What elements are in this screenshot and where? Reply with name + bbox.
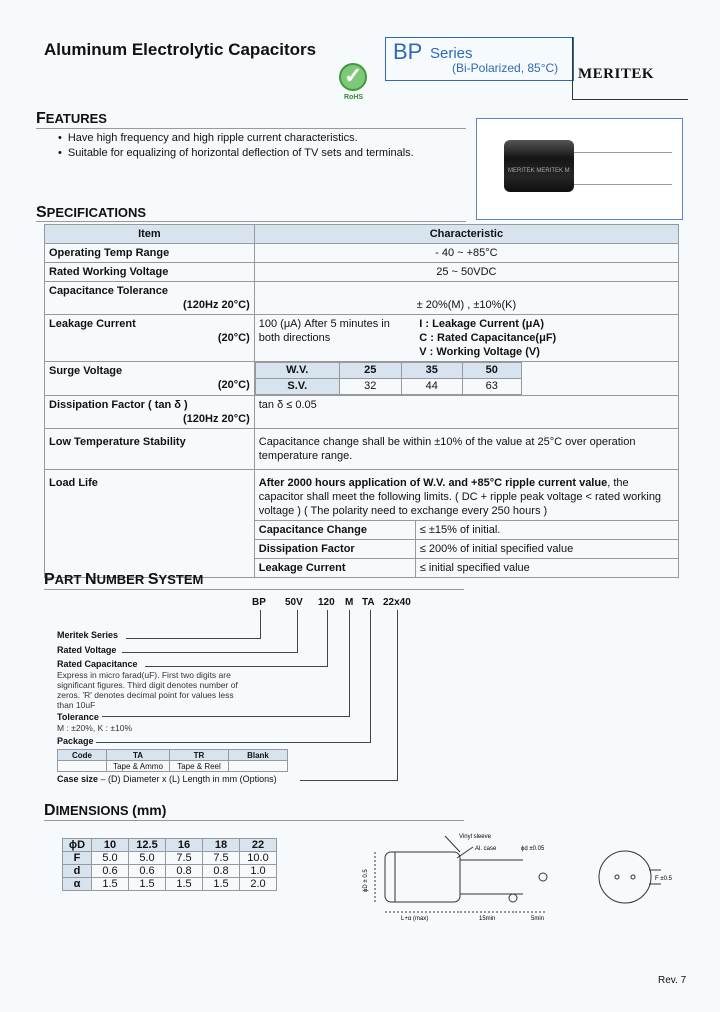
dim-cell: 1.0 [240,865,277,878]
lead-hole [631,875,635,879]
pkg-cell: Tape & Ammo [107,761,170,772]
pkg-cell: Blank [229,750,288,761]
wv-cell: 25 [339,363,401,379]
table-row [63,865,277,878]
specifications-table [44,224,679,578]
specifications-heading: SPECIFICATIONS [36,204,147,221]
table-header-row [45,225,679,244]
pn-code-voltage: 50V [285,597,303,608]
table-row [58,761,288,772]
features-heading: FEATURES [36,110,107,127]
sv-cell: 32 [339,379,401,395]
note-line: than 10uF [57,700,96,710]
brand-divider [572,37,573,99]
leader-line [445,836,460,852]
dim-header-cell: 12.5 [129,839,166,852]
leakage-text: Leakage Current [49,318,136,330]
leakage-label [45,315,255,362]
surge-sv-row [255,379,521,395]
dim-cell: 0.8 [166,865,203,878]
pkg-cell [229,761,288,772]
dimensions-rule [44,820,464,821]
brand-underline [572,99,688,100]
surge-wv-row [255,363,521,379]
pn-tol-note: M : ±20%, K : ±10% [57,723,132,733]
lts-label: Low Temperature Stability [45,429,255,470]
table-row [45,282,679,315]
lts-value: Capacitance change shall be within ±10% of the value at 25°C over operation temperature range. [254,429,678,470]
load-life-label: Load Life [45,470,255,578]
cap-tolerance-cond: (120Hz 20°C) [182,299,250,311]
surge-label [45,362,255,396]
temp-value: - 40 ~ +85°C [254,244,678,263]
wv-cell: 35 [401,363,462,379]
dim-cell: 0.8 [203,865,240,878]
pkg-cell: TA [107,750,170,761]
note-line: Express in micro farad(uF). First two digits are [57,670,231,680]
leader-line [457,847,473,858]
page-title: Aluminum Electrolytic Capacitors [44,40,317,59]
col-item: Item [45,225,255,244]
capacitor-lead [572,184,672,185]
legend-c: C : Rated Capacitance(μF) [419,332,557,344]
dim-row-label: F [63,852,92,865]
df-text: Dissipation Factor ( tan δ ) [49,399,188,411]
capacitor-end-view [599,851,651,903]
cap-tolerance-text: Capacitance Tolerance [49,285,169,297]
polarity-mark [509,894,517,902]
table-row [45,470,679,521]
pn-connector [327,610,328,666]
surge-text: Surge Voltage [49,365,123,377]
pn-label-series: Meritek Series [57,630,119,640]
polarity-mark [539,873,547,881]
load-row-value: ≤ 200% of initial specified value [415,540,678,559]
pn-code-case: 22x40 [383,597,411,608]
pn-connector [122,652,298,653]
dim-header-cell: 10 [92,839,129,852]
capacitor-print: MERITEK MERITEK M [508,168,570,174]
dim-header-cell: 16 [166,839,203,852]
temp-label: Operating Temp Range [45,244,255,263]
load-life-rest: , the capacitor shall meet the following limits. ( DC + ripple peak voltage < rated working voltage ) ( The polarity need to exchange every 250 hours ) [258,477,662,517]
list-item: • Suitable for equalizing of horizontal deflection of TV sets and terminals. [58,146,414,161]
table-row [45,429,679,470]
package-table [57,749,288,772]
dimensions-table [62,838,277,891]
pn-case-line [57,774,277,784]
legend-i: I : Leakage Current (μA) [419,318,544,330]
pn-connector [260,610,261,638]
dim-cell: 1.5 [92,878,129,891]
dim-cell: 0.6 [129,865,166,878]
rohs-label: RoHS [344,94,364,101]
df-cond: (120Hz 20°C) [182,413,250,425]
dim-cell: 0.6 [92,865,129,878]
table-row [45,244,679,263]
pkg-cell: Code [58,750,107,761]
col-characteristic: Characteristic [254,225,678,244]
voltage-label: Rated Working Voltage [45,263,255,282]
dim-cell: 5.0 [129,852,166,865]
lead-end-label: 5min [531,916,545,922]
dim-cell: 10.0 [240,852,277,865]
load-row-key: Dissipation Factor [254,540,415,559]
load-life-bold: After 2000 hours application of W.V. and +85°C ripple current value [258,477,608,489]
dim-header-cell: 18 [203,839,240,852]
capacitor-outline [385,852,460,902]
specifications-rule [36,221,466,222]
al-case-label: Al. case [475,846,497,852]
leakage-cond: (20°C) [217,332,250,344]
pn-label-tolerance: Tolerance [57,712,99,722]
length-label: L+α (max) [401,916,429,922]
pn-code-tolerance: M [345,597,354,608]
revision-label: Rev. 7 [658,975,687,986]
pn-connector [126,638,261,639]
diameter-label: ϕD ± 0.5 [363,869,369,892]
features-rule [36,128,466,129]
dim-cell: 7.5 [166,852,203,865]
table-row [63,852,277,865]
features-list [58,131,414,161]
lead-diameter-label: ϕd ±0.05 [521,846,545,852]
pn-connector [297,610,298,652]
check-icon: ✓ [344,63,363,88]
pn-connector [96,742,371,743]
load-row-key: Capacitance Change [254,521,415,540]
df-label [45,396,255,429]
dim-header-cell: 22 [240,839,277,852]
pn-connector [102,716,350,717]
pn-connector [300,780,398,781]
load-row-key: Leakage Current [254,559,415,578]
pn-code-series: BP [252,597,266,608]
lead-length-label: 15min [479,916,496,922]
pn-connector [397,610,398,780]
dim-header-cell: ϕD [63,839,92,852]
pkg-cell: TR [170,750,229,761]
pkg-cell [58,761,107,772]
pn-code-capacitance: 120 [318,597,335,608]
dim-cell: 1.5 [203,878,240,891]
note-line: zeros. 'R' denotes decimal point for values less [57,690,234,700]
table-row [58,750,288,761]
sv-cell: 44 [401,379,462,395]
note-line: significant figures. Third digit denotes number of [57,680,238,690]
dimension-drawing [355,830,685,925]
cap-tolerance-label [45,282,255,315]
dim-cell: 1.5 [129,878,166,891]
pn-connector [370,610,371,742]
brand-logo: MERITEK [578,66,655,82]
vinyl-sleeve-label: Vinyl sleeve [459,834,491,840]
pn-code-package: TA [362,597,375,608]
pn-case-note: – (D) Diameter x (L) Length in mm (Options) [100,774,277,784]
dim-row-label: α [63,878,92,891]
sv-cell: 63 [462,379,521,395]
load-row-value: ≤ ±15% of initial. [415,521,678,540]
voltage-value: 25 ~ 50VDC [254,263,678,282]
surge-cond: (20°C) [217,379,250,391]
table-row [63,878,277,891]
capacitor-image [504,140,574,192]
surge-table [255,362,522,395]
pn-label-capacitance: Rated Capacitance [57,659,138,669]
wv-label: W.V. [255,363,339,379]
table-row [45,362,679,396]
wv-cell: 50 [462,363,521,379]
pn-cap-note [57,670,238,710]
series-word: Series [430,45,473,62]
lead-hole [615,875,619,879]
pn-connector [145,666,328,667]
part-number-heading: PART NUMBER SYSTEM [44,571,204,588]
list-item: • Have high frequency and high ripple current characteristics. [58,131,414,146]
part-number-rule [44,589,464,590]
legend-v: V : Working Voltage (V) [419,346,540,358]
pn-label-voltage: Rated Voltage [57,645,117,655]
dim-cell: 2.0 [240,878,277,891]
dim-cell: 1.5 [166,878,203,891]
dim-cell: 5.0 [92,852,129,865]
surge-value [254,362,678,396]
pn-label-case: Case size [57,774,99,784]
pn-label-package: Package [57,736,94,746]
pn-connector [349,610,350,716]
load-life-text [254,470,678,521]
leakage-value: 100 (μA) After 5 minutes in both directions [254,315,415,362]
pkg-cell: Tape & Reel [170,761,229,772]
capacitor-lead [572,152,672,153]
df-value: tan δ ≤ 0.05 [254,396,678,429]
cap-tolerance-value: ± 20%(M) , ±10%(K) [254,282,678,315]
load-row-value: ≤ initial specified value [415,559,678,578]
table-row [63,839,277,852]
table-row [45,396,679,429]
sv-label: S.V. [255,379,339,395]
table-row [45,315,679,362]
pitch-label: F ±0.5 [655,876,672,882]
dim-cell: 7.5 [203,852,240,865]
leakage-legend [415,315,678,362]
table-row [45,263,679,282]
dimensions-heading: DIMENSIONS (mm) [44,802,167,819]
series-subtitle: (Bi-Polarized, 85°C) [452,61,559,75]
dim-row-label: d [63,865,92,878]
series-code: BP [393,39,423,64]
